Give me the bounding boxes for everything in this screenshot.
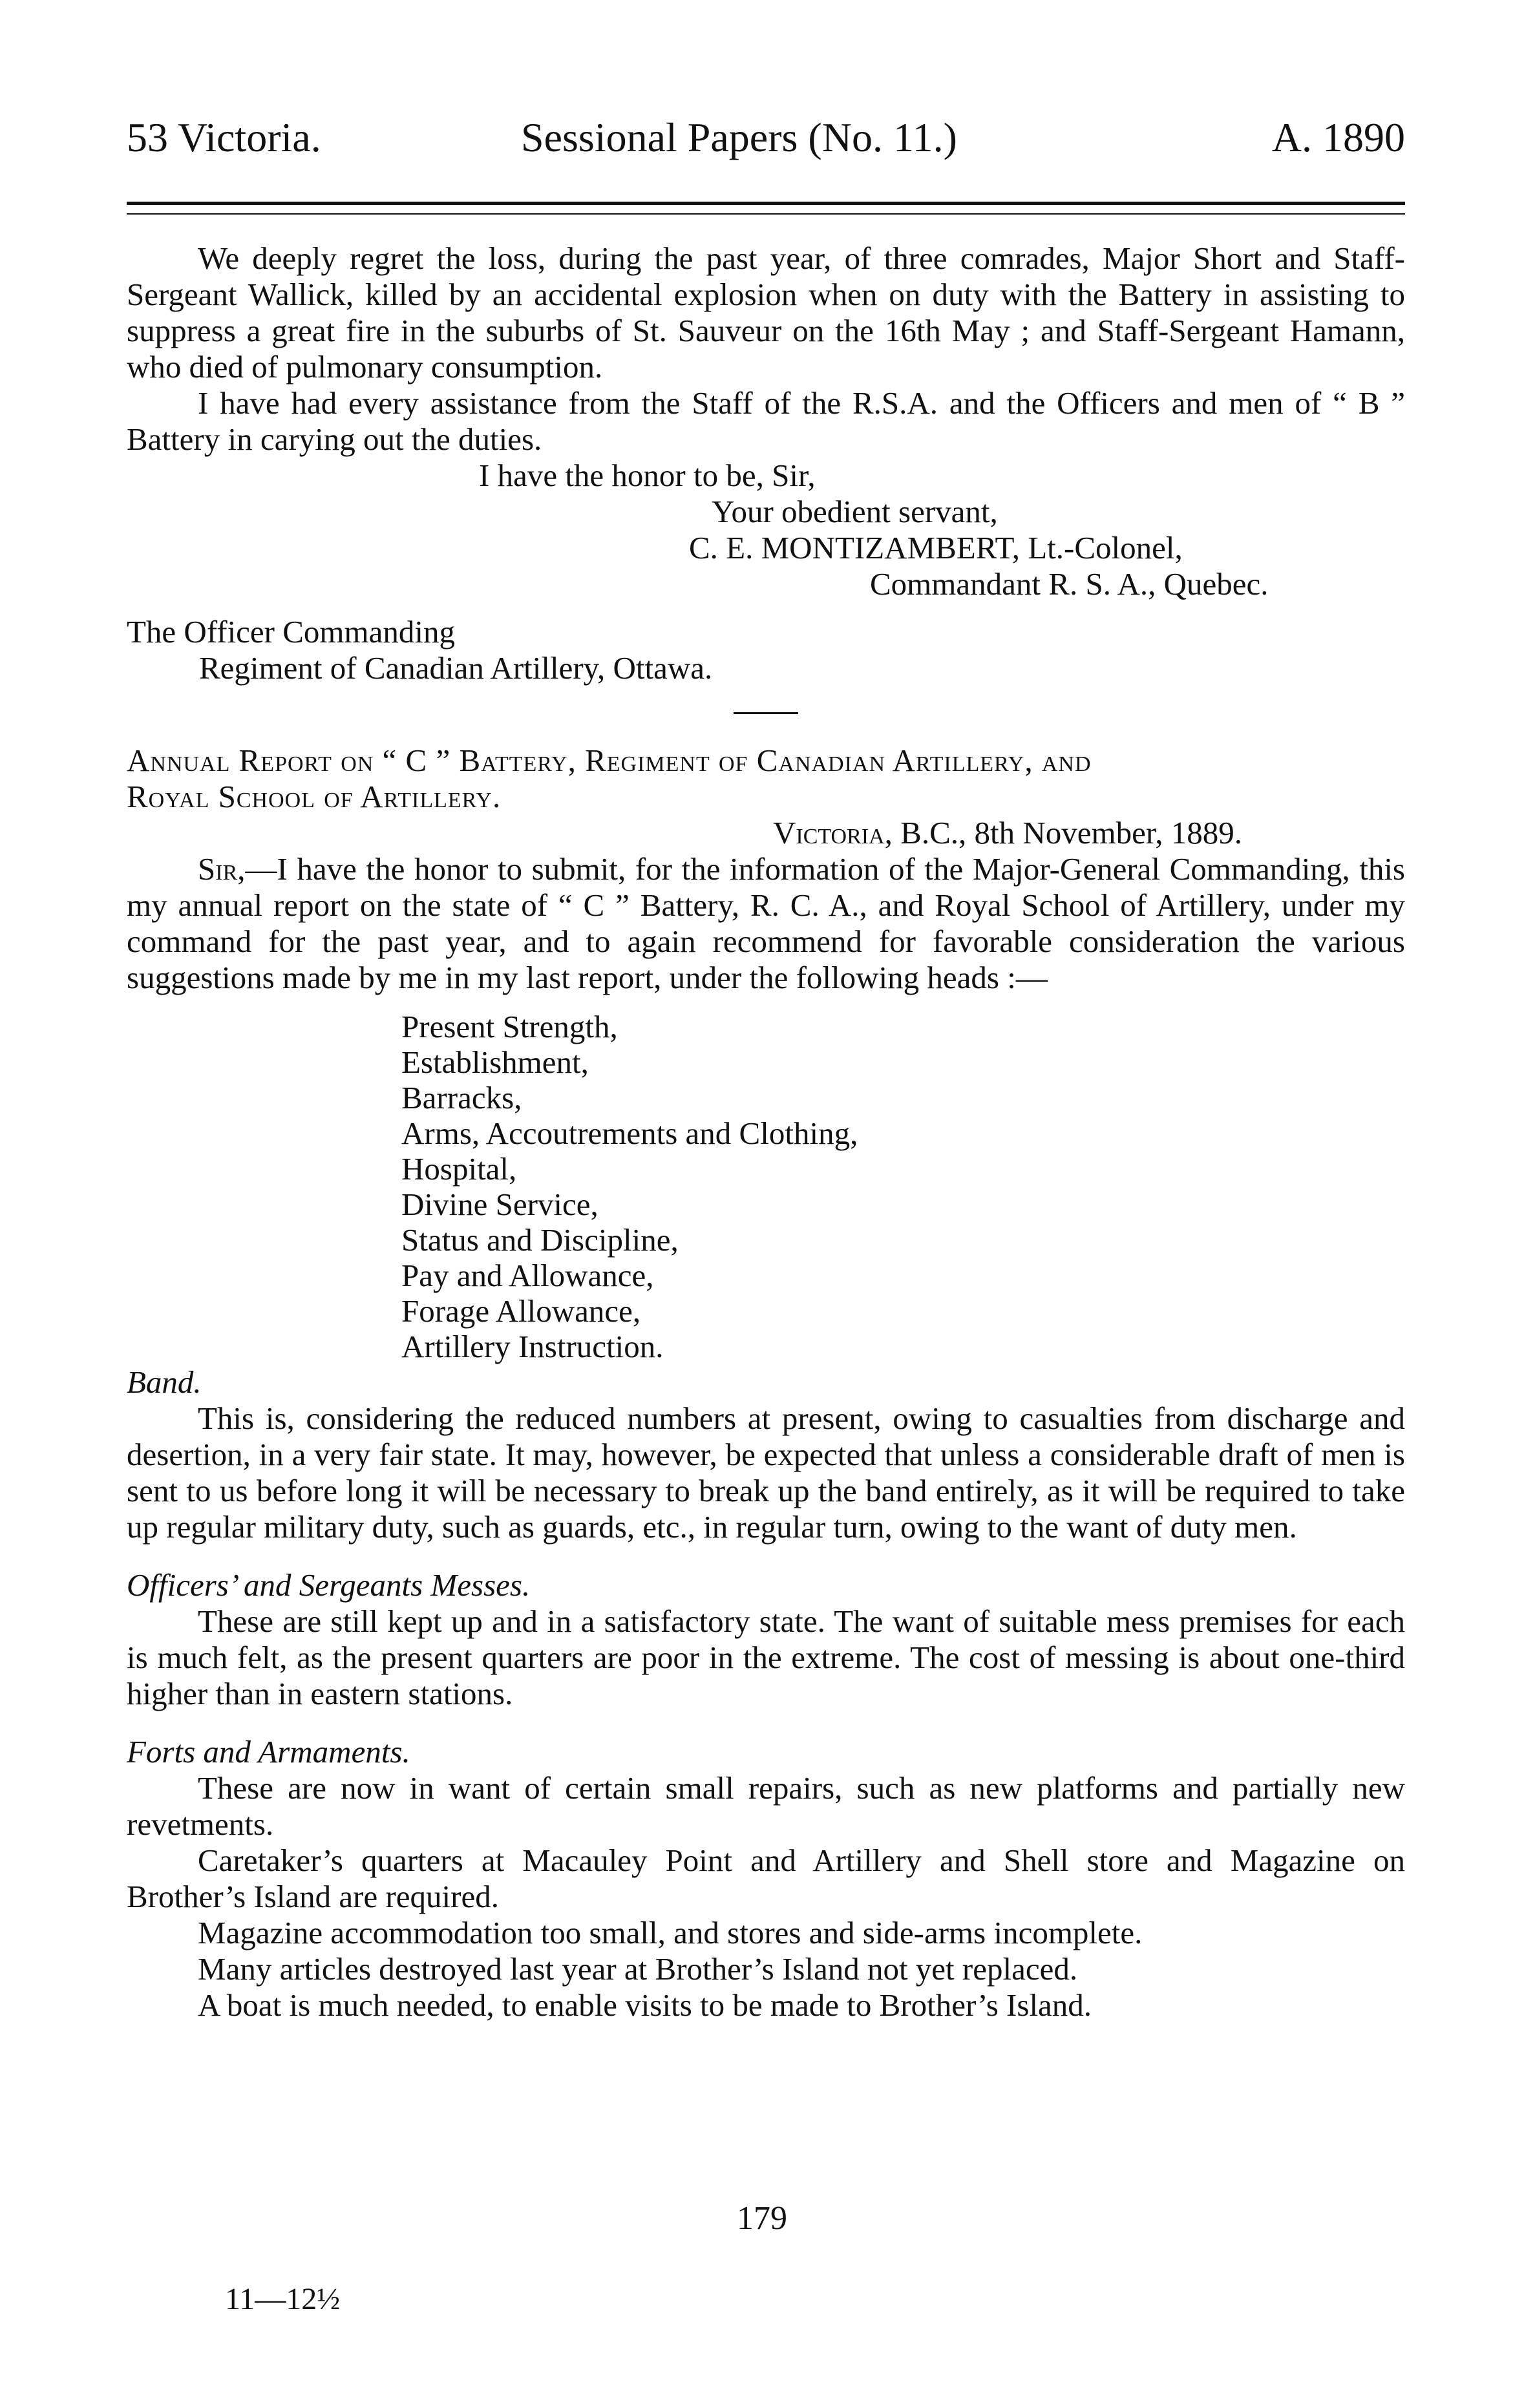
addressee-line-2: Regiment of Canadian Artillery, Ottawa. — [199, 650, 713, 686]
list-item: Hospital, — [401, 1151, 517, 1187]
list-item: Divine Service, — [401, 1187, 598, 1222]
page-number: 179 — [737, 2200, 787, 2237]
report-heads-list — [127, 1009, 1405, 1364]
list-item: Present Strength, — [401, 1009, 618, 1044]
band-heading: Band. — [127, 1364, 202, 1400]
band-paragraph: This is, considering the reduced numbers at present, owing to casualties from discharge and desertion, in a very fair state. It may, however, be expected that unless a considerable draft of men is sent to us before long it will be necessary to break up the band entirely, as it will be required to take up regular military duty, such as guards, etc., in regular turn, owing to the want of duty men. — [127, 1400, 1405, 1545]
forts-paragraph-3: Magazine accommodation too small, and stores and side-arms incomplete. — [198, 1915, 1143, 1950]
page-body — [127, 240, 1405, 2023]
list-item: Pay and Allowance, — [401, 1258, 654, 1293]
opening-text: —I have the honor to submit, for the information of the Major-General Commanding, this my annual report on the state of “ C ” Battery, R. C. A., and Royal School of Artillery, under my command for the past year, and to again recommend for favorable consideration the various suggestions made by me in my last report, under the following heads :— — [127, 851, 1405, 995]
list-item: Forage Allowance, — [401, 1293, 641, 1329]
forts-heading: Forts and Armaments. — [127, 1734, 410, 1769]
list-item: Barracks, — [401, 1080, 522, 1115]
list-item: Arms, Accoutrements and Clothing, — [401, 1115, 858, 1151]
forts-paragraph-4: Many articles destroyed last year at Brother’s Island not yet replaced. — [198, 1951, 1078, 1987]
running-header — [127, 114, 1405, 172]
report-dateline — [127, 815, 1405, 851]
list-item: Artillery Instruction. — [401, 1329, 664, 1364]
dateline-place: Victoria — [773, 815, 885, 850]
header-title: Sessional Papers (No. 11.) — [521, 114, 957, 160]
forts-paragraph-2: Caretaker’s quarters at Macauley Point and Artillery and Shell store and Magazine on Brother’s Island are required. — [127, 1843, 1405, 1914]
report-title-line-1: Annual Report on “ C ” Battery, Regiment of Canadian Artillery, and — [127, 743, 1092, 778]
report-title-line-2: Royal School of Artillery. — [127, 779, 502, 814]
dateline-date: , B.C., 8th November, 1889. — [884, 815, 1242, 850]
header-rule-thin — [127, 213, 1405, 215]
header-year: A. 1890 — [1271, 114, 1405, 160]
signature-line-2: Your obedient servant, — [712, 494, 998, 529]
messes-paragraph: These are still kept up and in a satisfactory state. The want of suitable mess premises for each is much felt, as the present quarters are poor in the extreme. The cost of messing is about one-third higher than in eastern stations. — [127, 1603, 1405, 1711]
signature-block — [127, 458, 1405, 602]
list-item: Establishment, — [401, 1044, 589, 1080]
intro-paragraph-2: I have had every assistance from the Staff of the R.S.A. and the Officers and men of “ B ” Battery in carying out the duties. — [127, 385, 1405, 457]
header-volume: 53 Victoria. — [127, 114, 321, 160]
addressee-block — [127, 614, 1405, 686]
printer-signature-mark: 11—12½ — [225, 2282, 341, 2316]
forts-paragraph-1: These are now in want of certain small repairs, such as new platforms and partially new revetments. — [127, 1770, 1405, 1842]
list-item: Status and Discipline, — [401, 1222, 679, 1258]
messes-heading: Officers’ and Sergeants Messes. — [127, 1567, 531, 1603]
signature-title: Commandant R. S. A., Quebec. — [870, 566, 1269, 602]
signature-line-1: I have the honor to be, Sir, — [479, 458, 816, 493]
report-opening-paragraph — [127, 851, 1405, 996]
header-rule-thick — [127, 202, 1405, 205]
addressee-line-1: The Officer Commanding — [127, 614, 456, 650]
signature-name: C. E. MONTIZAMBERT, Lt.-Colonel, — [689, 530, 1183, 565]
salutation: Sir, — [198, 851, 246, 887]
section-divider — [734, 712, 798, 714]
intro-paragraph-1: We deeply regret the loss, during the past year, of three comrades, Major Short and Staff-Sergeant Wallick, killed by an accidental explosion when on duty with the Battery in assisting to suppress a great fire in the suburbs of St. Sauveur on the 16th May ; and Staff-Sergeant Hamann, who died of pulmonary consumption. — [127, 240, 1405, 385]
forts-paragraph-5: A boat is much needed, to enable visits to be made to Brother’s Island. — [198, 1987, 1092, 2023]
